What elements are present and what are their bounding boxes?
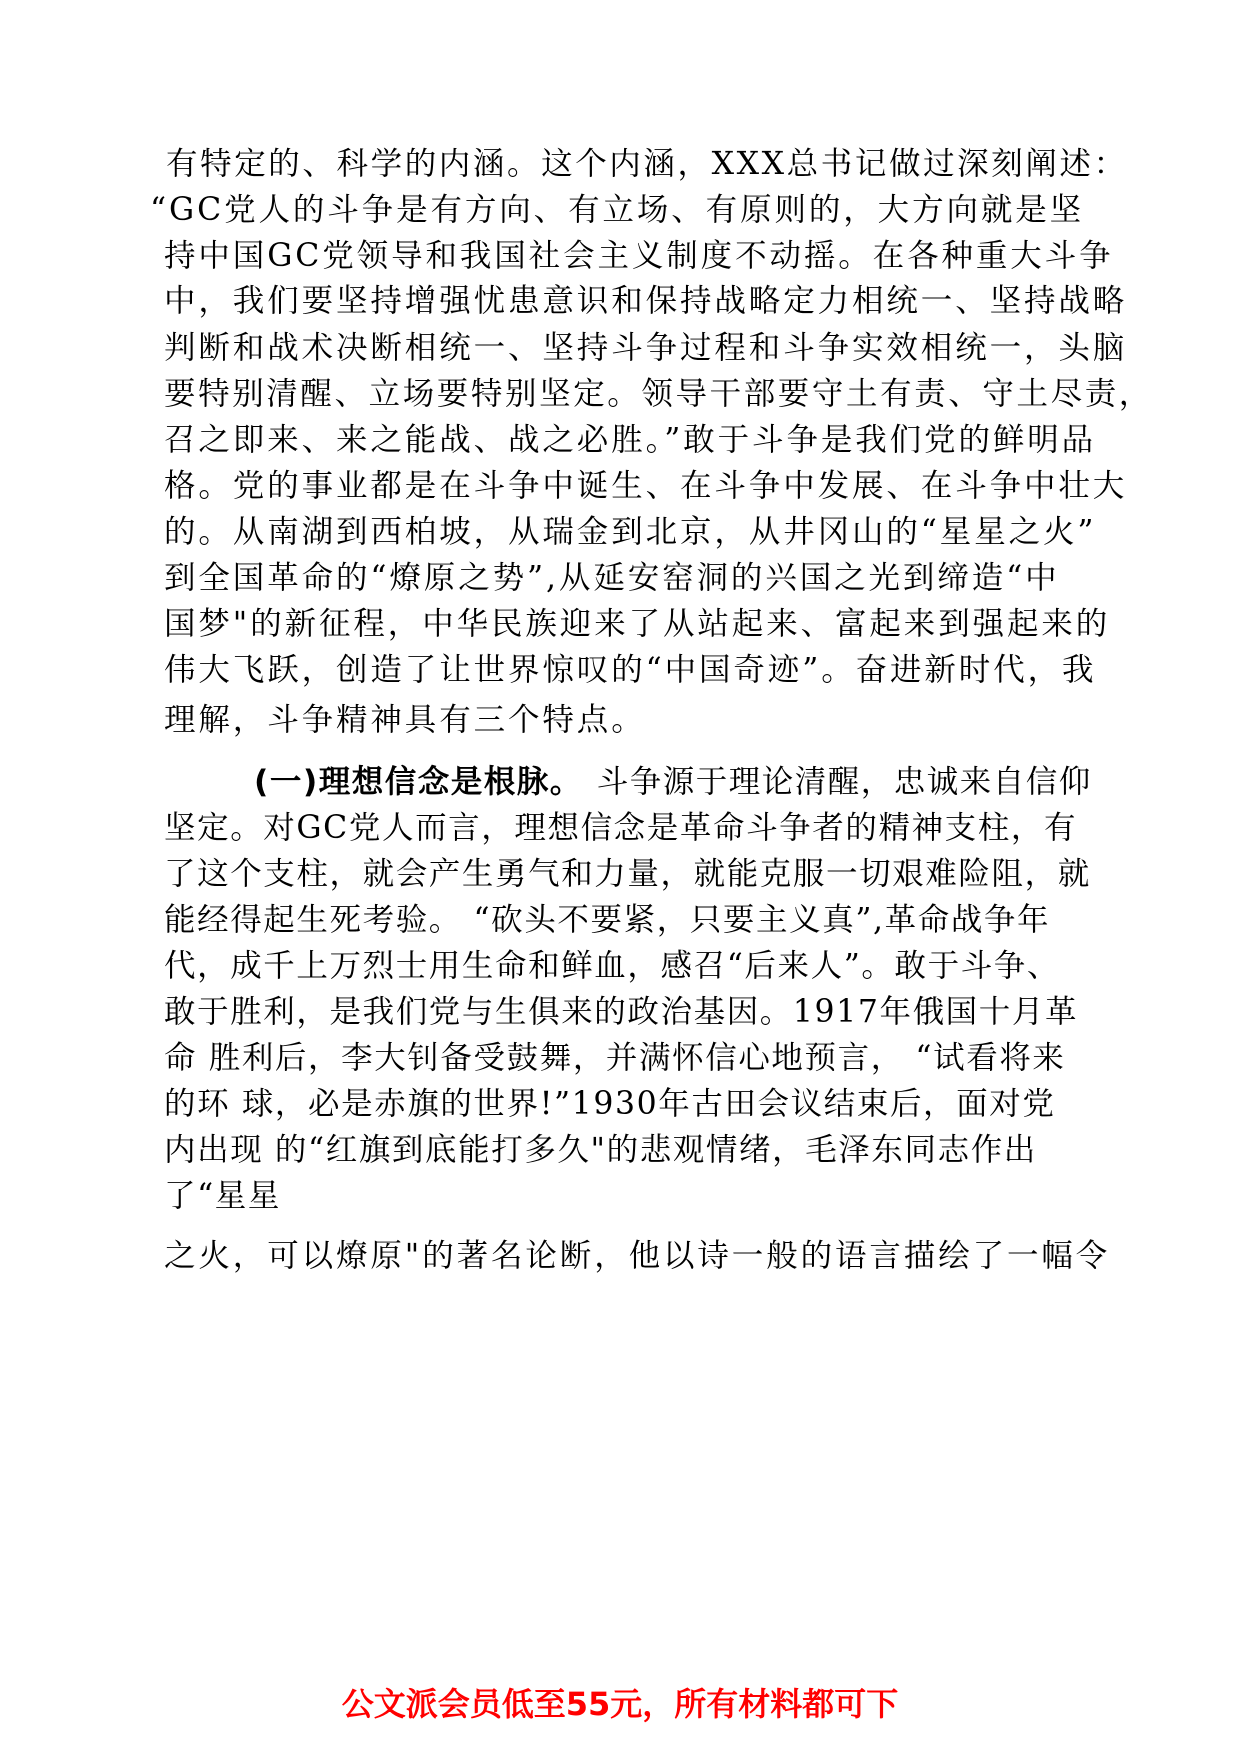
body-line: 要特别清醒、立场要特别坚定。领导干部要守土有责、守土尽责， — [164, 376, 1153, 412]
promo-footer: 公文派会员低至55元，所有材料都可下 — [341, 1685, 899, 1723]
body-line: “GC党人的斗争是有方向、有立场、有原则的，大方向就是坚 — [150, 192, 1085, 228]
body-line: 理解，斗争精神具有三个特点。 — [164, 702, 646, 738]
section-line: 内出现 的“红旗到底能打多久"的悲观情绪，毛泽东同志作出 — [164, 1132, 1037, 1168]
section-line: 命 胜利后，李大钊备受鼓舞，并满怀信心地预言， “试看将来 — [164, 1040, 1066, 1076]
section-line: 坚定。对GC党人而言，理想信念是革命斗争者的精神支柱，有 — [164, 810, 1078, 846]
body-line: 有特定的、科学的内涵。这个内涵，XXX总书记做过深刻阐述： — [166, 146, 1128, 182]
section-heading: (一)理想信念是根脉。 — [254, 764, 583, 800]
body-line: 格。党的事业都是在斗争中诞生、在斗争中发展、在斗争中壮大 — [164, 468, 1128, 504]
body-line: 伟大飞跃，创造了让世界惊叹的“中国奇迹”。奋进新时代，我 — [164, 652, 1097, 688]
section-line: 能经得起生死考验。 “砍头不要紧，只要主义真”,革命战争年 — [164, 902, 1051, 938]
section-line: 了“星星 — [164, 1178, 282, 1214]
body-line: 的。从南湖到西柏坡，从瑞金到北京，从井冈山的“星星之火” — [164, 514, 1097, 550]
section-line: 的环 球，必是赤旗的世界!”1930年古田会议结束后，面对党 — [164, 1086, 1056, 1122]
body-line: 中，我们要坚持增强忧患意识和保持战略定力相统一、坚持战略 — [164, 283, 1128, 319]
body-line: 到全国革命的“燎原之势”,从延安窑洞的兴国之光到缔造“中 — [164, 560, 1060, 596]
section-line: 之火，可以燎原"的著名论断，他以诗一般的语言描绘了一幅令 — [164, 1238, 1111, 1274]
body-line: 国梦"的新征程，中华民族迎来了从站起来、富起来到强起来的 — [164, 606, 1111, 642]
section-first-line — [254, 760, 1092, 804]
section-first-line-text: 斗争源于理论清醒，忠诚来自信仰 — [596, 764, 1092, 800]
body-line: 持中国GC党领导和我国社会主义制度不动摇。在各种重大斗争 — [164, 238, 1114, 274]
section-line: 代，成千上万烈士用生命和鲜血，感召“后来人”。敢于斗争、 — [164, 948, 1061, 984]
section-line: 了这个支柱，就会产生勇气和力量，就能克服一切艰难险阻，就 — [164, 856, 1091, 892]
section-line: 敢于胜利，是我们党与生俱来的政治基因。1917年俄国十月革 — [164, 994, 1079, 1030]
body-line: 召之即来、来之能战、战之必胜。”敢于斗争是我们党的鲜明品 — [164, 422, 1097, 458]
body-line: 判断和战术决断相统一、坚持斗争过程和斗争实效相统一，头脑 — [164, 330, 1128, 366]
